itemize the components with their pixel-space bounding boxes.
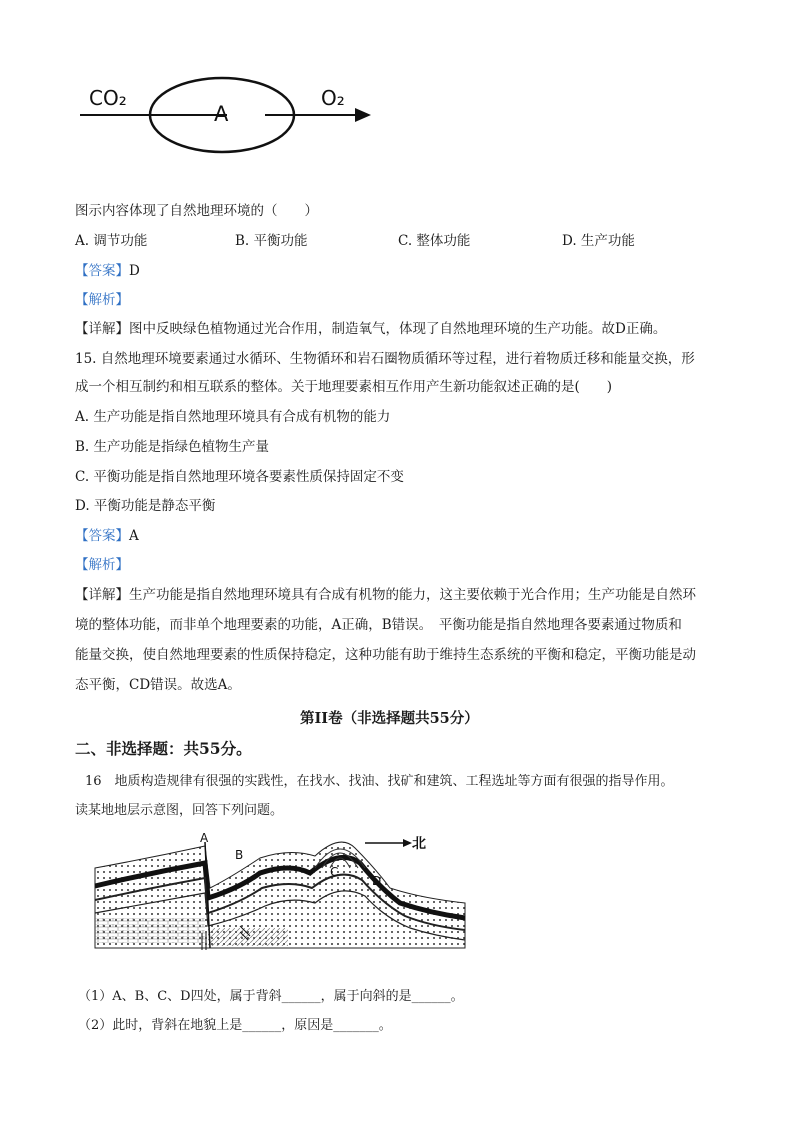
q16-stem-line1: 16 地质构造规律有很强的实践性，在找水、找油、找矿和建筑、工程选址等方面有很强的指导作用。 <box>85 774 674 789</box>
q15-option-a: A. 生产功能是指自然地理环境具有合成有机物的能力 <box>75 409 391 425</box>
center-a-label: A <box>214 102 229 126</box>
detail-tag: 【详解】 <box>75 587 129 603</box>
q15-option-d: D. 平衡功能是静态平衡 <box>75 498 216 514</box>
q14-answer-line <box>75 259 140 279</box>
q14-analysis-tag: 【解析】 <box>75 292 129 308</box>
q15-stem-line2: 成一个相互制约和相互联系的整体。关于地理要素相互作用产生新功能叙述正确的是( ) <box>75 379 613 395</box>
q14-option-b: B. 平衡功能 <box>235 233 308 249</box>
q15-answer-line <box>75 524 139 544</box>
q15-detail-line4: 态平衡，CD错误。故选A。 <box>75 677 241 693</box>
q15-detail-line3: 能量交换，使自然地理要素的性质保持稳定，这种功能有助于维持生态系统的平衡和稳定，平衡功能是动 <box>75 647 696 663</box>
label-d: D <box>372 874 382 888</box>
part-title: 二、非选择题：共55分。 <box>75 739 252 758</box>
q15-detail-line2: 境的整体功能，而非单个地理要素的功能，A正确，B错误。 平衡功能是指自然地理各要素通过物质和 <box>75 617 682 633</box>
o2-label: O₂ <box>321 86 345 110</box>
answer-tag: 【答案】 <box>75 528 129 544</box>
q15-option-b: B. 生产功能是指绿色植物生产量 <box>75 439 270 455</box>
q15-answer: A <box>129 528 139 544</box>
q16-stem-line2: 读某地地层示意图，回答下列问题。 <box>75 803 284 818</box>
photosynthesis-diagram <box>75 75 385 160</box>
q15-option-c: C. 平衡功能是指自然地理环境各要素性质保持固定不变 <box>75 469 404 485</box>
q14-detail: 图中反映绿色植物通过光合作用，制造氧气，体现了自然地理环境的生产功能。故D正确。 <box>129 321 667 337</box>
volume-title: 第II卷（非选择题共55分） <box>300 710 479 727</box>
q14-option-c: C. 整体功能 <box>398 233 471 249</box>
detail-tag: 【详解】 <box>75 321 129 337</box>
q14-answer: D <box>129 263 140 279</box>
q15-detail-line1 <box>75 583 696 603</box>
label-a: A <box>200 831 209 845</box>
q14-option-a: A. 调节功能 <box>75 233 148 249</box>
q14-detail-line <box>75 317 666 337</box>
q14-stem: 图示内容体现了自然地理环境的（ ） <box>75 203 318 219</box>
north-label: 北 <box>412 836 426 852</box>
answer-tag: 【答案】 <box>75 263 129 279</box>
label-b: B <box>235 848 244 862</box>
q15-stem-line1: 15. 自然地理环境要素通过水循环、生物循环和岩石圈物质循环等过程，进行着物质迁移和能量交换，形 <box>75 351 695 367</box>
q16-sub2: （2）此时，背斜在地貌上是______，原因是_______。 <box>78 1018 392 1033</box>
q16-sub1: （1）A、B、C、D四处，属于背斜______，属于向斜的是______。 <box>78 989 464 1004</box>
co2-label: CO₂ <box>89 86 127 110</box>
q15-detail-text1: 生产功能是指自然地理环境具有合成有机物的能力，这主要依赖于光合作用；生产功能是自然环 <box>129 587 696 603</box>
q14-option-d: D. 生产功能 <box>562 233 635 249</box>
geologic-strata-diagram <box>90 828 470 953</box>
label-c: C <box>330 865 339 879</box>
q15-analysis-tag: 【解析】 <box>75 557 129 573</box>
